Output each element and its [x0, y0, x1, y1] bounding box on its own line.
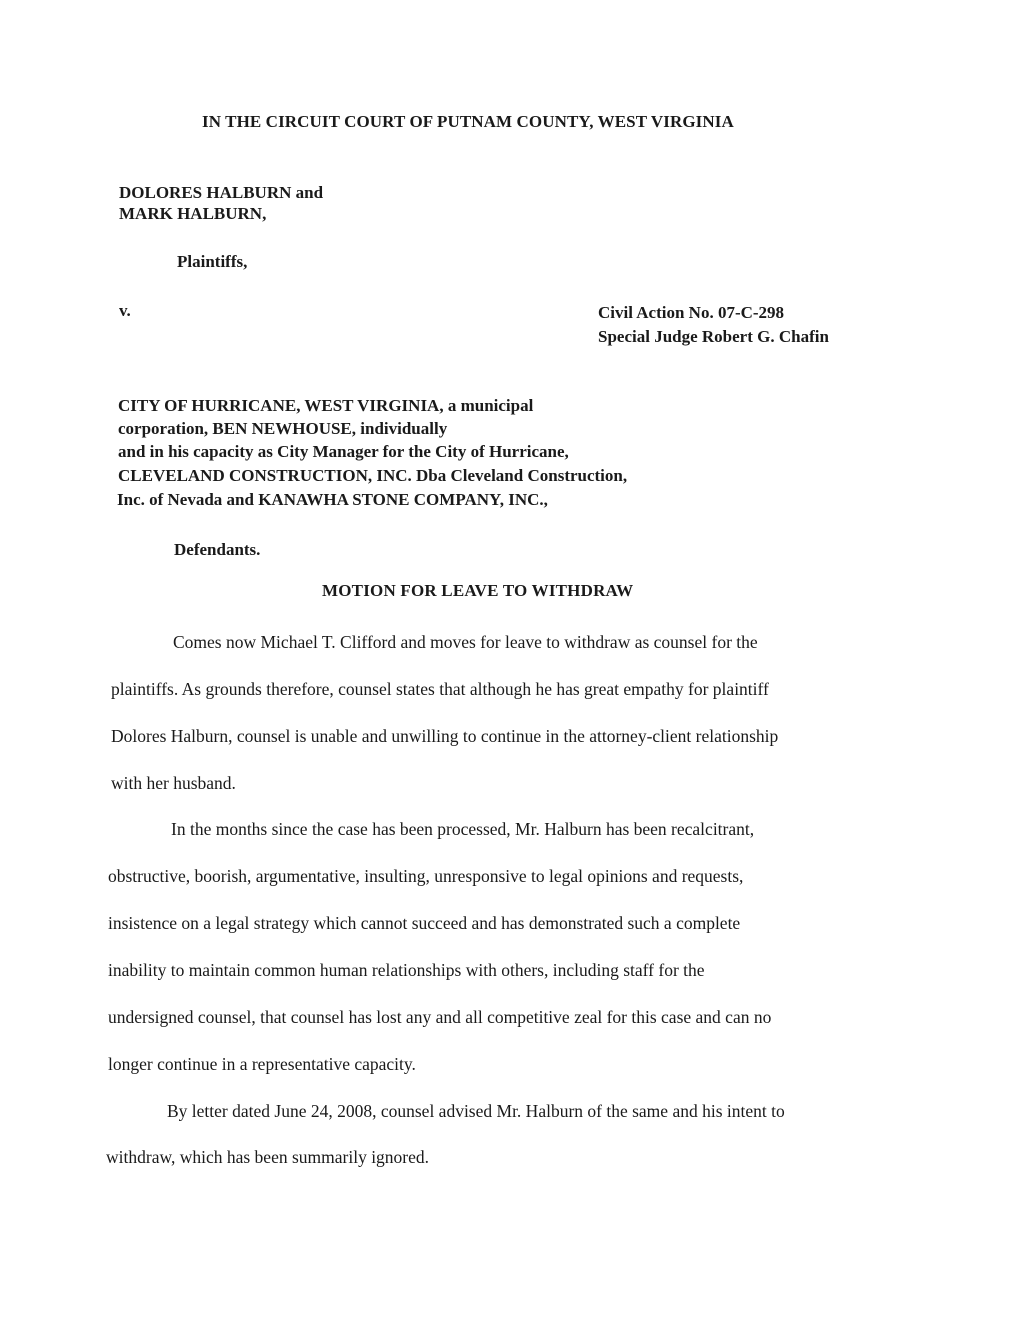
defendant-line: CLEVELAND CONSTRUCTION, INC. Dba Cleveland Construction, — [118, 466, 628, 485]
civil-action-number: Civil Action No. 07-C-298 — [598, 303, 785, 322]
plaintiffs-label: Plaintiffs, — [177, 252, 248, 271]
versus-label: v. — [119, 301, 131, 320]
defendants-label: Defendants. — [174, 540, 261, 559]
paragraph-1-line: with her husband. — [111, 773, 236, 793]
plaintiff-name-line-1: DOLORES HALBURN and — [119, 183, 324, 202]
paragraph-1-line: Dolores Halburn, counsel is unable and unwilling to continue in the attorney-client relationship — [111, 726, 779, 746]
motion-title: MOTION FOR LEAVE TO WITHDRAW — [322, 581, 634, 600]
paragraph-2-line: In the months since the case has been processed, Mr. Halburn has been recalcitrant, — [171, 819, 755, 839]
defendant-line: corporation, BEN NEWHOUSE, individually — [118, 419, 448, 438]
paragraph-2-line: longer continue in a representative capacity. — [108, 1054, 416, 1074]
defendant-line: CITY OF HURRICANE, WEST VIRGINIA, a municipal — [118, 396, 534, 415]
special-judge: Special Judge Robert G. Chafin — [598, 327, 829, 346]
plaintiff-name-line-2: MARK HALBURN, — [119, 204, 267, 223]
court-title: IN THE CIRCUIT COURT OF PUTNAM COUNTY, WEST VIRGINIA — [202, 112, 734, 131]
paragraph-3-line: withdraw, which has been summarily ignored. — [106, 1147, 430, 1167]
paragraph-2-line: insistence on a legal strategy which cannot succeed and has demonstrated such a complete — [108, 913, 741, 933]
paragraph-2-line: inability to maintain common human relationships with others, including staff for the — [108, 960, 705, 980]
paragraph-1-line: Comes now Michael T. Clifford and moves for leave to withdraw as counsel for the — [173, 632, 758, 652]
paragraph-2-line: obstructive, boorish, argumentative, insulting, unresponsive to legal opinions and requests, — [108, 866, 744, 886]
defendant-line: Inc. of Nevada and KANAWHA STONE COMPANY, INC., — [117, 490, 548, 509]
paragraph-3-line: By letter dated June 24, 2008, counsel advised Mr. Halburn of the same and his intent to — [167, 1101, 785, 1121]
defendant-line: and in his capacity as City Manager for the City of Hurricane, — [118, 442, 569, 461]
paragraph-1-line: plaintiffs. As grounds therefore, counsel states that although he has great empathy for plaintiff — [111, 679, 769, 699]
paragraph-2-line: undersigned counsel, that counsel has lost any and all competitive zeal for this case and can no — [108, 1007, 772, 1027]
